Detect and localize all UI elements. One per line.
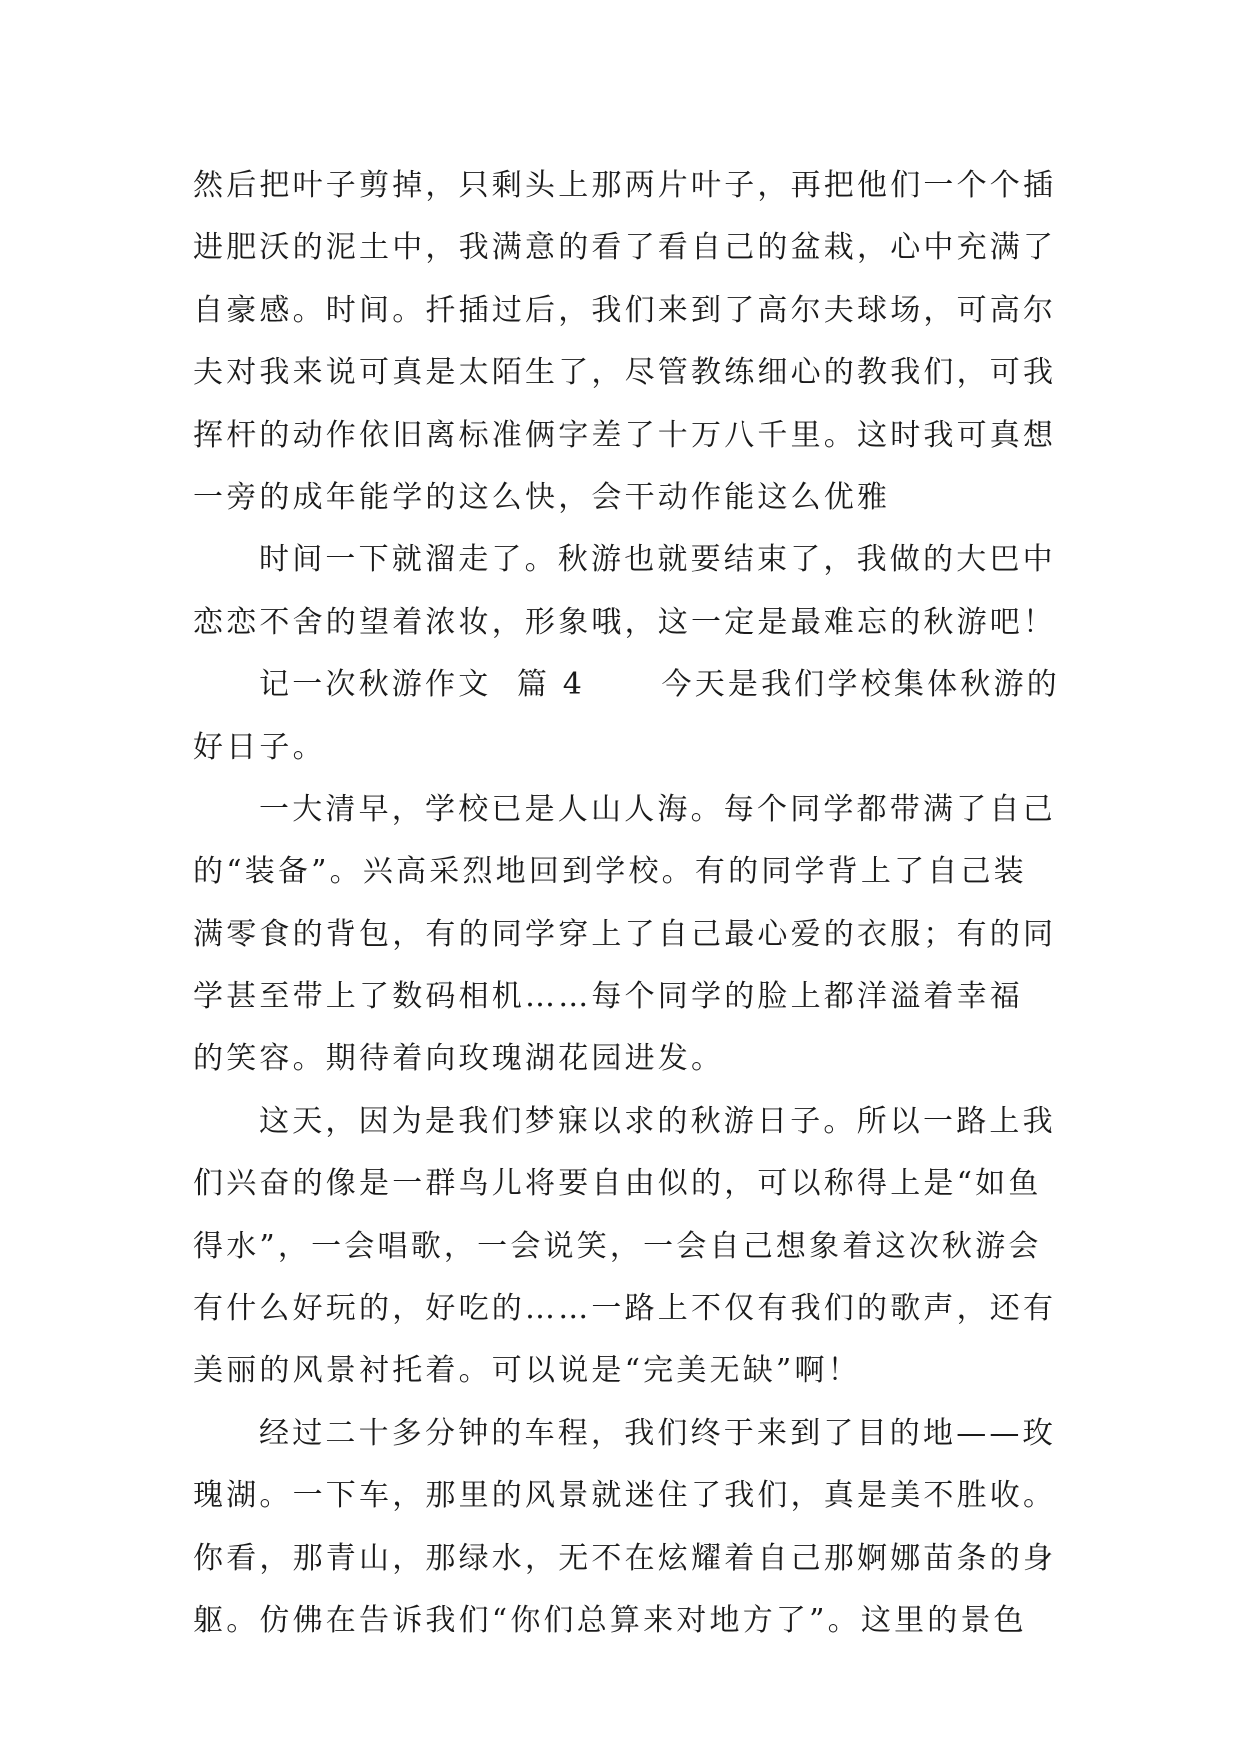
- paragraph-start-line: 一大清早，学校已是人山人海。每个同学都带满了自己: [259, 791, 1056, 827]
- text-line: 自豪感。时间。扦插过后，我们来到了高尔夫球场，可高尔: [193, 292, 1057, 328]
- text-line: 恋恋不舍的望着浓妆，形象哦，这一定是最难忘的秋游吧！: [193, 604, 1057, 640]
- text-line: 的“装备”。兴高采烈地回到学校。有的同学背上了自己装: [193, 854, 1027, 890]
- text-line: 有什么好玩的，好吃的……一路上不仅有我们的歌声，还有: [193, 1291, 1057, 1327]
- text-line: 满零食的背包，有的同学穿上了自己最心爱的衣服；有的同: [193, 916, 1057, 952]
- text-line: 夫对我来说可真是太陌生了，尽管教练细心的教我们，可我: [193, 355, 1057, 391]
- essay-text-block: [193, 155, 1063, 1652]
- text-line: 然后把叶子剪掉，只剩头上那两片叶子，再把他们一个个插: [193, 168, 1057, 203]
- text-line: 进肥沃的泥土中，我满意的看了看自己的盆栽，心中充满了: [193, 230, 1057, 266]
- paragraph-start-line: 时间一下就溜走了。秋游也就要结束了，我做的大巴中: [259, 542, 1056, 578]
- text-line: 你看，那青山，那绿水，无不在炫耀着自己那婀娜苗条的身: [193, 1540, 1057, 1576]
- text-line: 们兴奋的像是一群鸟儿将要自由似的，可以称得上是“如鱼: [193, 1166, 1042, 1202]
- text-line: 躯。仿佛在告诉我们“你们总算来对地方了”。这里的景色: [193, 1602, 1027, 1638]
- text-line: 瑰湖。一下车，那里的风景就迷住了我们，真是美不胜收。: [193, 1478, 1057, 1514]
- text-line: 挥杆的动作依旧离标准俩字差了十万八千里。这时我可真想: [193, 417, 1057, 453]
- text-line: 好日子。: [193, 729, 326, 765]
- text-line: 的笑容。期待着向玫瑰湖花园进发。: [193, 1041, 725, 1077]
- text-line: 得水”，一会唱歌，一会说笑，一会自己想象着这次秋游会: [193, 1228, 1042, 1264]
- text-line: 一旁的成年能学的这么快，会干动作能这么优雅: [193, 479, 891, 515]
- section-heading-line: 记一次秋游作文 篇 4 今天是我们学校集体秋游的: [259, 667, 1060, 703]
- text-line: 美丽的风景衬托着。可以说是“完美无缺”啊！: [193, 1353, 861, 1389]
- paragraph-start-line: 经过二十多分钟的车程，我们终于来到了目的地——玫: [259, 1415, 1056, 1451]
- paragraph-start-line: 这天，因为是我们梦寐以求的秋游日子。所以一路上我: [259, 1103, 1056, 1139]
- text-line: 学甚至带上了数码相机……每个同学的脸上都洋溢着幸福: [193, 979, 1023, 1015]
